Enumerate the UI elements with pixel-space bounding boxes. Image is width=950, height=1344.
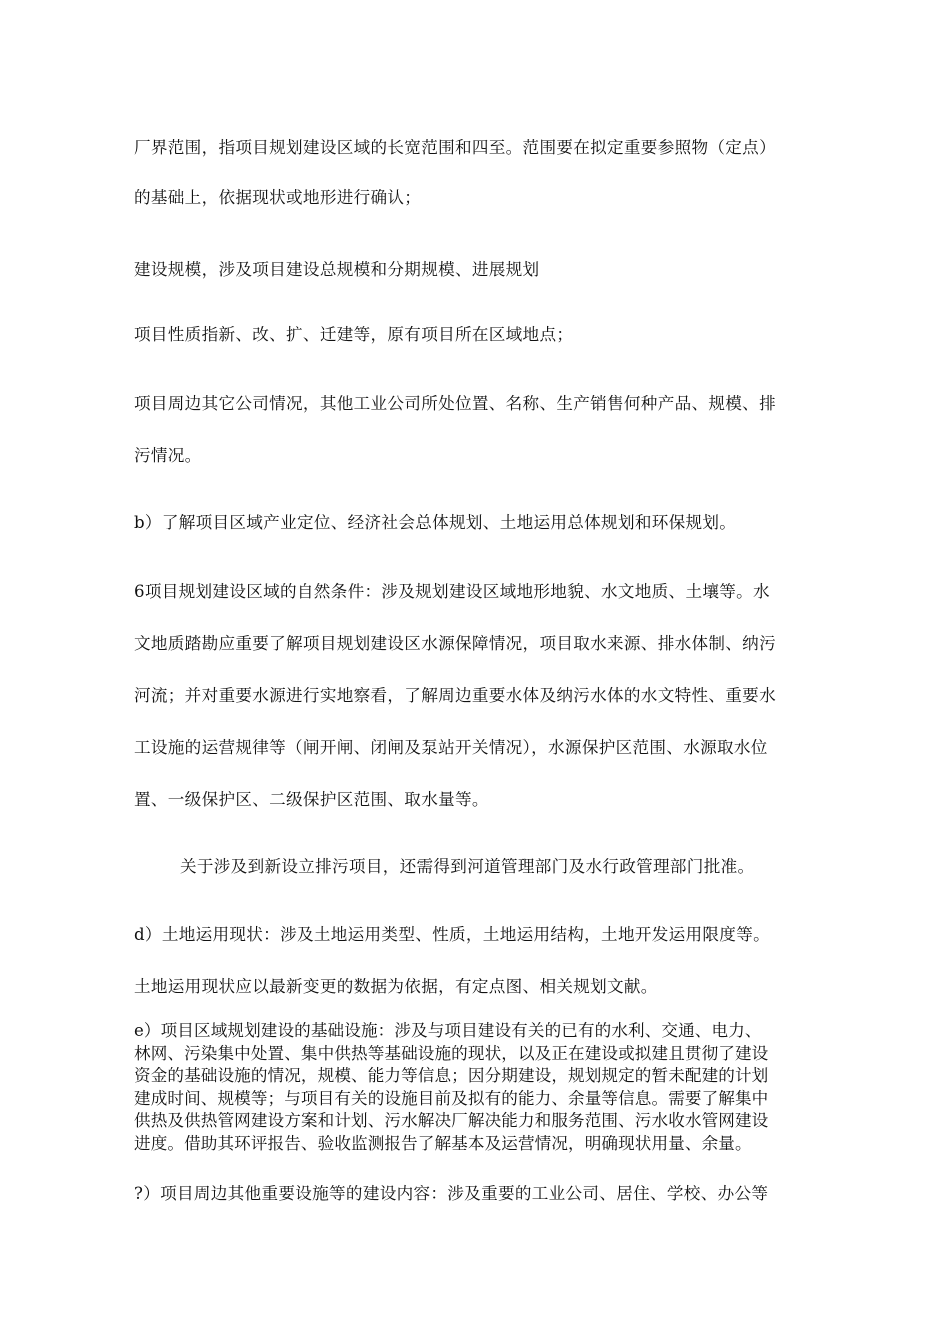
text-line: 项目性质指新、改、扩、迁建等，原有项目所在区域地点； [134, 325, 574, 344]
text-line: 置、一级保护区、二级保护区范围、取水量等。 [134, 790, 489, 809]
text-line: 关于涉及到新设立排污项目，还需得到河道管理部门及水行政管理部门批准。 [180, 857, 755, 876]
text-line: 建设规模，涉及项目建设总规模和分期规模、进展规划 [134, 260, 540, 279]
text-line: e）项目区域规划建设的基础设施：涉及与项目建设有关的已有的水利、交通、电力、 [134, 1021, 762, 1040]
text-line: 土地运用现状应以最新变更的数据为依据，有定点图、相关规划文献。 [134, 977, 658, 996]
text-line: 河流；并对重要水源进行实地察看，了解周边重要水体及纳污水体的水文特性、重要水 [134, 686, 776, 705]
text-line: 污情况。 [134, 446, 202, 465]
text-line: d）土地运用现状：涉及土地运用类型、性质，土地运用结构，土地开发运用限度等。 [134, 925, 770, 944]
text-line: 进度。借助其环评报告、验收监测报告了解基本及运营情况，明确现状用量、余量。 [134, 1134, 752, 1153]
text-line: 文地质踏勘应重要了解项目规划建设区水源保障情况，项目取水来源、排水体制、纳污 [134, 634, 776, 653]
text-line: 工设施的运营规律等（闸开闸、闭闸及泵站开关情况），水源保护区范围、水源取水位 [134, 738, 768, 757]
text-line: ?）项目周边其他重要设施等的建设内容：涉及重要的工业公司、居住、学校、办公等 [134, 1184, 769, 1203]
text-line: 供热及供热管网建设方案和计划、污水解决厂解决能力和服务范围、污水收水管网建设 [134, 1111, 769, 1130]
text-line: 建成时间、规模等；与项目有关的设施目前及拟有的能力、余量等信息。需要了解集中 [134, 1089, 769, 1108]
text-line: 林网、污染集中处置、集中供热等基础设施的现状，以及正在建设或拟建且贯彻了建设 [134, 1044, 769, 1063]
text-line: 厂界范围，指项目规划建设区域的长宽范围和四至。范围要在拟定重要参照物（定点） [134, 138, 776, 157]
text-line: 资金的基础设施的情况，规模、能力等信息；因分期建设，规划规定的暂未配建的计划 [134, 1066, 769, 1085]
text-line: b）了解项目区域产业定位、经济社会总体规划、土地运用总体规划和环保规划。 [134, 513, 737, 532]
text-line: 项目周边其它公司情况，其他工业公司所处位置、名称、生产销售何种产品、规模、排 [134, 394, 776, 413]
text-line: 6项目规划建设区域的自然条件：涉及规划建设区域地形地貌、水文地质、土壤等。水 [134, 582, 770, 601]
text-line: 的基础上，依据现状或地形进行确认； [134, 188, 422, 207]
